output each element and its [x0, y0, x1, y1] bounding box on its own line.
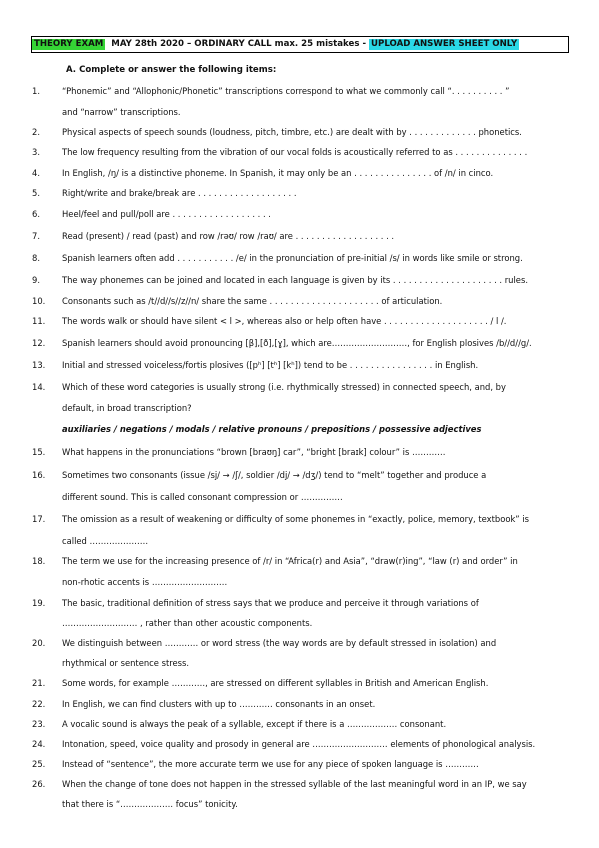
- question-4: [32, 169, 572, 179]
- question-text: We distinguish between ………… or word stress (the way words are by default stressed in isolation) and: [62, 638, 497, 648]
- question-14-options: auxiliaries / negations / modals / relative pronouns / prepositions / possessive adjectives: [62, 424, 482, 434]
- exam-date-info: MAY 28th 2020 – ORDINARY CALL max. 25 mistakes -: [111, 38, 367, 49]
- question-number: 11.: [32, 316, 46, 326]
- question-number: 13.: [32, 360, 46, 370]
- question-number: 15.: [32, 447, 46, 457]
- question-number: 10.: [32, 296, 46, 306]
- question-text: In English, we can find clusters with up to ………… consonants in an onset.: [62, 699, 376, 709]
- question-14-continued: default, in broad transcription?: [62, 403, 192, 413]
- question-number: 25.: [32, 759, 46, 769]
- question-text: The term we use for the increasing presence of /r/ in “Africa(r) and Asia”, “draw(r)ing”, “law (r) and order” in: [62, 556, 518, 566]
- question-11: [32, 317, 572, 327]
- question-number: 9.: [32, 275, 40, 285]
- question-text: Heel/feel and pull/poll are . . . . . . . . . . . . . . . . . . .: [62, 209, 271, 219]
- question-number: 12.: [32, 338, 46, 348]
- question-20: [32, 639, 572, 649]
- question-text: Consonants such as /t//d//s//z//n/ share the same . . . . . . . . . . . . . . . . . . . . . of articulation.: [62, 296, 443, 306]
- question-8: [32, 254, 572, 264]
- question-15: [32, 448, 572, 458]
- question-number: 21.: [32, 678, 46, 688]
- question-number: 19.: [32, 598, 46, 608]
- question-7: [32, 232, 572, 242]
- theory-exam-label: THEORY EXAM: [34, 38, 104, 49]
- question-25: [32, 760, 572, 770]
- question-text: Read (present) / read (past) and row /rəʊ/ row /raʊ/ are . . . . . . . . . . . . . . . . . . .: [62, 231, 395, 241]
- question-number: 24.: [32, 739, 46, 749]
- question-number: 26.: [32, 779, 46, 789]
- question-text: Right/write and brake/break are . . . . . . . . . . . . . . . . . . .: [62, 188, 297, 198]
- question-text: Physical aspects of speech sounds (loudness, pitch, timbre, etc.) are dealt with by . . . . . . . . . . . . . phonetics.: [62, 127, 522, 137]
- question-22: [32, 700, 572, 710]
- question-16: [32, 471, 572, 481]
- question-number: 3.: [32, 147, 40, 157]
- question-text: Sometimes two consonants (issue /sj/ → /ʃ/, soldier /dj/ → /dʒ/) tend to “melt” together and produce a: [62, 470, 487, 480]
- question-13: [32, 361, 572, 371]
- question-20-continued: rhythmical or sentence stress.: [62, 658, 190, 668]
- question-9: [32, 276, 572, 286]
- question-6: [32, 210, 572, 220]
- question-text: A vocalic sound is always the peak of a syllable, except if there is a ……………… consonant.: [62, 719, 447, 729]
- question-19-continued: ……………………… , rather than other acoustic components.: [62, 618, 313, 628]
- question-23: [32, 720, 572, 730]
- question-text: Some words, for example …………, are stressed on different syllables in British and American English.: [62, 678, 489, 688]
- question-text: “Phonemic” and “Allophonic/Phonetic” transcriptions correspond to what we commonly call “. . . . . . . . . . ”: [62, 86, 510, 96]
- upload-instruction: UPLOAD ANSWER SHEET ONLY: [371, 38, 518, 49]
- question-text: Instead of “sentence”, the more accurate term we use for any piece of spoken language is …………: [62, 759, 479, 769]
- question-12: [32, 339, 572, 349]
- question-16-continued: different sound. This is called consonant compression or ……………: [62, 492, 343, 502]
- question-14: [32, 383, 572, 393]
- question-26: [32, 780, 572, 790]
- question-number: 1.: [32, 86, 40, 96]
- question-text: Intonation, speed, voice quality and prosody in general are ……………………… elements of phonological analysis.: [62, 739, 536, 749]
- question-text: In English, /ŋ/ is a distinctive phoneme. In Spanish, it may only be an . . . . . . . . . . . . . . . of /n/ in cinco.: [62, 168, 494, 178]
- question-text: When the change of tone does not happen in the stressed syllable of the last meaningful word in an IP, we say: [62, 779, 527, 789]
- question-17-continued: called …………………: [62, 536, 149, 546]
- question-number: 6.: [32, 209, 40, 219]
- question-10: [32, 297, 572, 307]
- question-number: 23.: [32, 719, 46, 729]
- question-text: The way phonemes can be joined and located in each language is given by its . . . . . . . . . . . . . . . . . . . . . rules.: [62, 275, 528, 285]
- question-number: 5.: [32, 188, 40, 198]
- question-2: [32, 128, 572, 138]
- question-number: 16.: [32, 470, 46, 480]
- question-text: The words walk or should have silent < l >, whereas also or help often have . . . . . . . . . . . . . . . . . . . . / l /.: [62, 316, 507, 326]
- question-number: 4.: [32, 168, 40, 178]
- question-5: [32, 189, 572, 199]
- question-24: [32, 740, 572, 750]
- question-text: Spanish learners should avoid pronouncing [β],[ð],[ɣ], which are………………………, for English plosives /b//d//g/.: [62, 338, 532, 348]
- question-text: What happens in the pronunciations “brown [braʊŋ] car”, “bright [braɪk] colour” is …………: [62, 447, 446, 457]
- exam-header: [31, 36, 569, 53]
- question-text: The basic, traditional definition of stress says that we produce and perceive it through variations of: [62, 598, 479, 608]
- question-3: [32, 148, 572, 158]
- question-number: 2.: [32, 127, 40, 137]
- question-number: 7.: [32, 231, 40, 241]
- question-number: 20.: [32, 638, 46, 648]
- question-text: Spanish learners often add . . . . . . . . . . . /e/ in the pronunciation of pre-initial /s/ in words like smile or strong.: [62, 253, 523, 263]
- question-text: Which of these word categories is usually strong (i.e. rhythmically stressed) in connected speech, and, by: [62, 382, 506, 392]
- question-26-continued: that there is “………………. focus” tonicity.: [62, 799, 238, 809]
- question-17: [32, 515, 572, 525]
- question-18-continued: non-rhotic accents is ………………………: [62, 577, 228, 587]
- question-1: [32, 87, 572, 97]
- question-18: [32, 557, 572, 567]
- question-text: The omission as a result of weakening or difficulty of some phonemes in “exactly, police, memory, textbook” is: [62, 514, 529, 524]
- question-text: The low frequency resulting from the vibration of our vocal folds is acoustically referred to as . . . . . . . . . . . . . .: [62, 147, 528, 157]
- question-number: 8.: [32, 253, 40, 263]
- question-number: 14.: [32, 382, 46, 392]
- question-19: [32, 599, 572, 609]
- question-text: Initial and stressed voiceless/fortis plosives ([pʰ] [tʰ] [kʰ]) tend to be . . . . . . . . . . . . . . . . in English.: [62, 360, 479, 370]
- question-number: 17.: [32, 514, 46, 524]
- question-number: 22.: [32, 699, 46, 709]
- question-1-continued: and “narrow” transcriptions.: [62, 107, 181, 117]
- section-title: A. Complete or answer the following items:: [66, 65, 277, 75]
- question-21: [32, 679, 572, 689]
- question-number: 18.: [32, 556, 46, 566]
